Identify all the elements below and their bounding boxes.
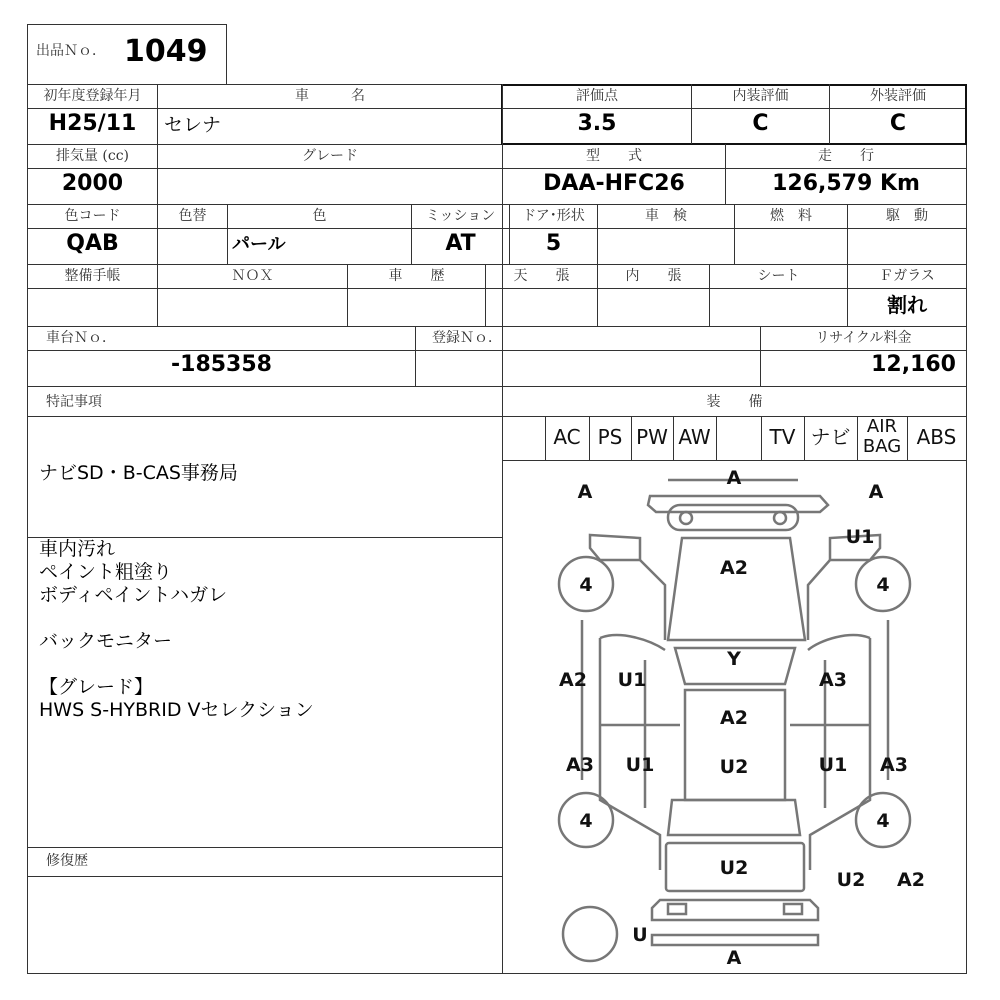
maintenance-book-label: 整備手帳 [64,268,121,284]
chassis-no-label: 車台Ｎｏ． [46,330,116,346]
color-code-value: QAB [66,231,119,256]
inspection-label: 車 検 [645,208,687,224]
equipment-item: PW [636,425,668,449]
equipment-item: AW [678,425,711,449]
damage-mark-back-door: U2 [719,857,749,879]
score-value: 3.5 [577,111,617,136]
color-code-label: 色コード [64,208,121,224]
damage-mark-spare: U [632,924,648,946]
model-value: DAA-HFC26 [543,171,685,196]
interior-grade-value: C [752,111,769,136]
damage-mark-tire-fr: 4 [876,574,890,596]
notes-line: 【グレード】 [39,676,154,698]
car-history-label: 車 歴 [388,268,445,284]
damage-mark-rear-right-a: A2 [897,869,925,891]
notes-line: HWS S-HYBRID Vセレクション [39,699,314,721]
drive-label: 駆 動 [886,208,928,224]
equipment-item: PS [597,425,623,449]
damage-mark-right-rear-door-u: U1 [818,754,848,776]
fuel-label: 燃 料 [770,208,812,224]
damage-mark-front-left-corner: A [577,481,593,503]
mission-value: AT [445,231,476,256]
door-value: 5 [545,231,562,256]
repaint-label: 色替 [178,208,207,224]
equipment-item: AIR BAG [862,416,902,457]
mileage-label: 走 行 [818,148,874,164]
reg-date-label: 初年度登録年月 [43,88,142,104]
reg-date-value: H25/11 [48,111,137,136]
grade-label: グレード [302,148,358,164]
damage-mark-roof: A2 [720,707,748,729]
damage-mark-tire-rr: 4 [876,810,890,832]
equipment-item: AC [553,425,581,449]
mileage-value: 126,579 Km [772,171,920,196]
notes-line: ボディペイントハガレ [39,584,228,606]
exterior-grade-label: 外装評価 [870,88,926,104]
notes-line: ペイント粗塗り [39,561,173,583]
lot-label: 出品Ｎｏ． [36,43,106,59]
registration-no-label: 登録Ｎｏ． [432,330,502,346]
chassis-no-value: -185358 [171,352,272,377]
damage-mark-left-front-door-u: U1 [617,669,647,691]
color-label: 色 [312,208,327,224]
recycle-fee-label: リサイクル料金 [815,330,912,346]
damage-mark-left-front-door-a: A2 [559,669,587,691]
damage-mark-tire-fl: 4 [579,574,593,596]
displacement-value: 2000 [61,171,124,196]
repair-history-label: 修復歴 [46,853,88,869]
damage-mark-fender-right-upper: U1 [845,526,875,548]
equipment-item: ABS [916,425,957,449]
car-name-label: 車 名 [295,88,365,104]
notes-line: バックモニター [39,630,173,652]
car-diagram [503,461,966,973]
model-label: 型 式 [586,148,642,164]
door-label: ドア･形状 [522,208,585,224]
damage-mark-front-bumper: A [726,467,742,489]
exterior-grade-value: C [889,111,907,136]
interior-grade-label: 内装評価 [732,88,789,104]
nox-label: ＮＯＸ [231,268,274,284]
damage-mark-left-rear-door-u: U1 [625,754,655,776]
car-name-value: セレナ [164,114,222,136]
damage-mark-tire-rl: 4 [579,810,593,832]
seat-label: シート [757,268,800,284]
notes-line: 車内汚れ [39,538,116,560]
lot-number: 1049 [124,34,208,69]
notes-label: 特記事項 [46,394,102,410]
color-value: パール [232,234,286,255]
front-glass-value: 割れ [887,293,927,317]
equipment-item: ナビ [810,425,851,449]
front-glass-label: Ｆガラス [879,268,935,284]
damage-mark-front-right-corner: A [868,481,884,503]
score-label: 評価点 [576,88,618,104]
damage-mark-right-rear-door-a: A3 [880,754,908,776]
damage-mark-roof-rear: U2 [719,756,749,778]
sunroof-label: 天 張 [513,268,570,284]
damage-mark-left-rear-door-a: A3 [566,754,594,776]
recycle-fee-value: 12,160 [871,352,956,377]
interior-trim-label: 内 張 [625,268,682,284]
damage-mark-right-front-door: A3 [819,669,847,691]
displacement-label: 排気量 (cc) [55,148,130,164]
damage-mark-rear-right-u: U2 [836,869,866,891]
damage-mark-hood: A2 [720,557,748,579]
damage-mark-windshield: Y [727,648,741,670]
equipment-label: 装 備 [706,394,763,410]
damage-mark-rear-bumper: A [726,947,742,969]
equipment-item: TV [769,425,796,449]
mission-label: ミッション [425,208,496,224]
notes-line-1: ナビSD・B-CAS事務局 [39,462,238,484]
